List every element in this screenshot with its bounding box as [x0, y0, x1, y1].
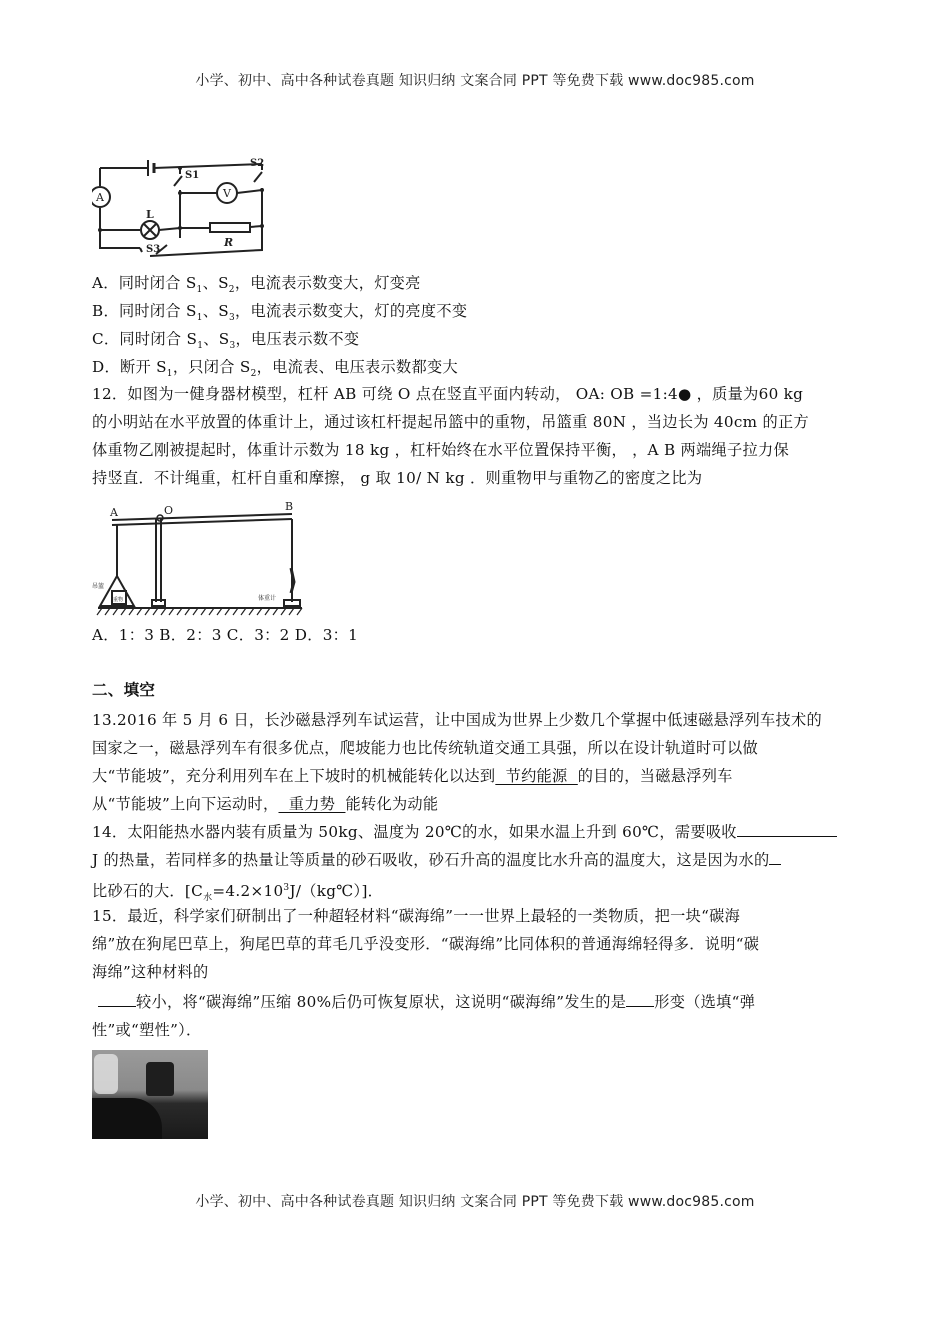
q11-option-c: C．同时闭合 $S_1$、$S_3$，电压表示数不变 — [92, 330, 360, 352]
q13-text-line-3: 大“节能坡”，充分利用列车在上下坡时的机械能转化以达到 节约能源 的目的，当磁悬浮列车 — [92, 767, 733, 785]
weight-label: 重物 — [113, 597, 124, 603]
lever-point-a-label: A — [110, 506, 118, 519]
q12-text-line-2: 的小明站在水平放置的体重计上，通过该杠杆提起吊篮中的重物，吊篮重 80N ，当边长为 40cm 的正方 — [92, 413, 809, 431]
q14-answer-blank-2[interactable] — [769, 850, 781, 865]
q11-option-d: D．断开 $S_1$，只闭合 $S_2$，电流表、电压表示数都变大 — [92, 358, 458, 380]
q11-option-b: B．同时闭合 $S_1$、$S_3$，电流表示数变大，灯的亮度不变 — [92, 302, 468, 324]
basket-label: 吊篮 — [92, 583, 105, 590]
switch-s3-label: S3 — [146, 244, 161, 255]
lamp-label: L — [146, 208, 154, 221]
q12-options: A．1：3 B．2：3 C．3：2 D．3：1 — [92, 626, 359, 644]
switch-s2-label: S2 — [250, 158, 265, 169]
voltmeter-label: V — [223, 187, 231, 200]
resistor-label: R — [224, 236, 234, 249]
q15-answer-blank-1[interactable] — [98, 992, 136, 1007]
ammeter-label: A — [96, 191, 104, 204]
page-header: 小学、初中、高中各种试卷真题 知识归纳 文案合同 PPT 等免费下载 www.doc985.com — [195, 73, 755, 89]
q14-text-line-1: 14．太阳能热水器内装有质量为 50kg、温度为 20℃的水，如果水温上升到 60℃，需要吸收 — [92, 822, 837, 842]
lever-fulcrum-o-label: O — [164, 504, 174, 517]
q14-answer-blank-1[interactable] — [737, 822, 837, 837]
lever-diagram — [92, 498, 307, 616]
q15-text-line-4: 较小，将“碳海绵”压缩 80%后仍可恢复原状，这说明“碳海绵”发生的是 形变（选填“弹 — [92, 992, 755, 1012]
q13-answer-blank-1[interactable]: 节约能源 — [495, 767, 578, 785]
q15-text-line-2: 绵”放在狗尾巴草上，狗尾巴草的茸毛几乎没变形．“碳海绵”比同体积的普通海绵轻得多．说明“碳 — [92, 935, 760, 953]
q12-text-line-1: 12．如图为一健身器材模型，杠杆 AB 可绕 O 点在竖直平面内转动， OA: OB =1:4● ，质量为60 kg — [92, 385, 804, 403]
circuit-diagram — [92, 148, 272, 260]
photo-foreground — [92, 1098, 162, 1139]
q13-text-line-1: 13.2016 年 5 月 6 日，长沙磁悬浮列车试运营，让中国成为世界上少数几个掌握中低速磁悬浮列车技术的 — [92, 711, 822, 729]
q15-text-line-1: 15．最近，科学家们研制出了一种超轻材料“碳海绵”一一世界上最轻的一类物质，把一块“碳海 — [92, 907, 741, 925]
section-title: 二、填空 — [92, 681, 156, 699]
carbon-sponge-photo — [92, 1050, 208, 1139]
q13-text-line-4: 从“节能坡”上向下运动时， 重力势 能转化为动能 — [92, 795, 439, 813]
q15-text-line-5: 性”或“塑性”）． — [92, 1021, 202, 1039]
q12-text-line-4: 持竖直．不计绳重，杠杆自重和摩擦， g 取 10/ N kg ．则重物甲与重物乙的密度之比为 — [92, 469, 703, 487]
q11-option-a: A．同时闭合 $S_1$、$S_2$，电流表示数变大，灯变亮 — [92, 274, 421, 296]
page-footer: 小学、初中、高中各种试卷真题 知识归纳 文案合同 PPT 等免费下载 www.doc985.com — [195, 1194, 755, 1210]
carbon-sponge-block — [146, 1062, 174, 1096]
lever-point-b-label: B — [285, 500, 294, 513]
q13-text-line-2: 国家之一，磁悬浮列车有很多优点，爬坡能力也比传统轨道交通工具强，所以在设计轨道时可以做 — [92, 739, 758, 757]
q14-text-line-3: 比砂石的大．$[C_水=4.2\times 10^3J/(kg℃)]$． — [92, 882, 384, 904]
q15-text-line-3: 海绵”这种材料的 — [92, 963, 209, 981]
switch-s1-label: S1 — [185, 170, 200, 181]
q15-answer-blank-2[interactable] — [626, 992, 654, 1007]
q13-answer-blank-2[interactable]: 重力势 — [278, 795, 346, 813]
q14-text-line-2: J 的热量，若同样多的热量让等质量的砂石吸收，砂石升高的温度比水升高的温度大，这是因为水的 — [92, 850, 781, 870]
photo-highlight — [94, 1054, 118, 1094]
q12-text-line-3: 体重物乙刚被提起时，体重计示数为 18 kg ，杠杆始终在水平位置保持平衡， ，A B 两端绳子拉力保 — [92, 441, 789, 459]
scale-label: 体重计 — [258, 595, 277, 602]
